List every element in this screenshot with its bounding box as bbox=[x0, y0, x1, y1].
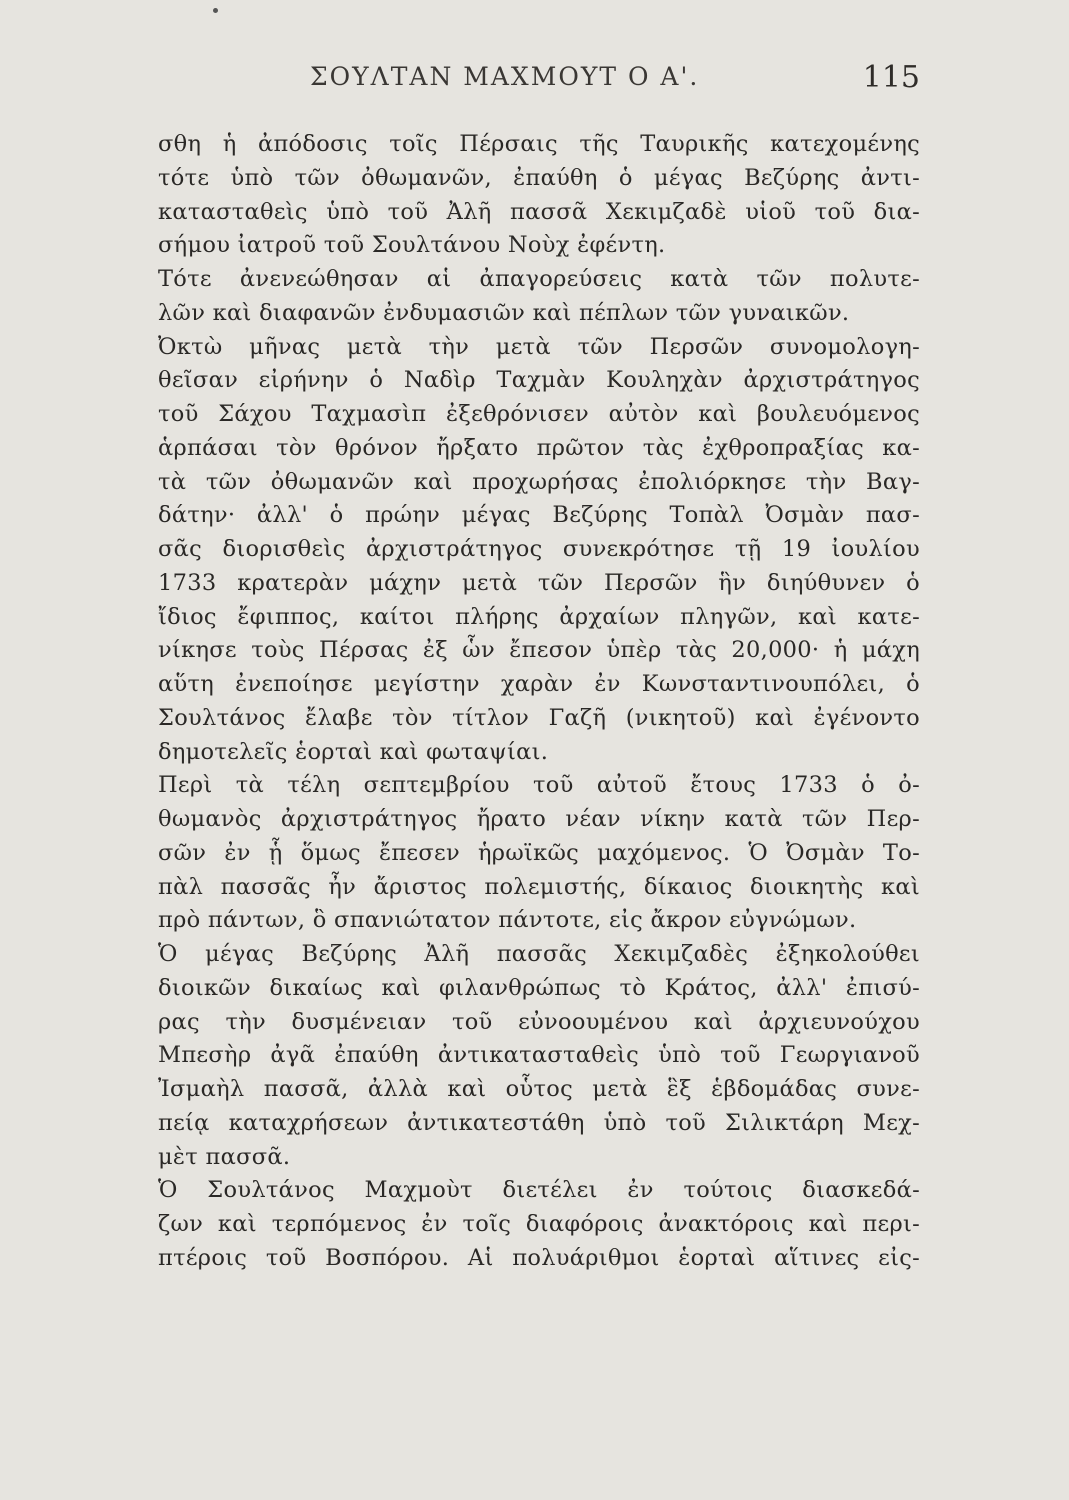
text-line: τότε ὑπὸ τῶν ὀθωμανῶν, ἐπαύθη ὁ μέγας Βεζύρης ἀντι- bbox=[158, 164, 920, 191]
text-line: πρὸ πάντων, ὃ σπανιώτατον πάντοτε, εἰς ἄκρον εὐγνώμων. bbox=[158, 907, 857, 934]
text-line: Ὁ μέγας Βεζύρης Ἀλῆ πασσᾶς Χεκιμζαδὲς ἐξηκολούθει bbox=[158, 941, 920, 967]
text-line: Ὀκτὼ μῆνας μετὰ τὴν μετὰ τῶν Περσῶν συνομολογη- bbox=[158, 333, 920, 360]
text-line: πὰλ πασσᾶς ἦν ἄριστος πολεμιστής, δίκαιος διοικητὴς καὶ bbox=[158, 873, 920, 900]
text-line: ἁρπάσαι τὸν θρόνον ἤρξατο πρῶτον τὰς ἐχθροπραξίας κα- bbox=[158, 434, 920, 461]
text-line: Περὶ τὰ τέλη σεπτεμβρίου τοῦ αὐτοῦ ἔτους 1733 ὁ ὀ- bbox=[158, 772, 920, 799]
text-line: σήμου ἰατροῦ τοῦ Σουλτάνου Νοὺχ ἐφέντη. bbox=[158, 232, 666, 259]
text-line: ρας τὴν δυσμένειαν τοῦ εὐνοουμένου καὶ ἀρχιευνούχου bbox=[158, 1008, 920, 1035]
text-line: αὕτη ἐνεποίησε μεγίστην χαρὰν ἐν Κωνσταντινουπόλει, ὁ bbox=[158, 671, 920, 697]
text-line: 1733 κρατερὰν μάχην μετὰ τῶν Περσῶν ἣν διηύθυνεν ὁ bbox=[158, 569, 920, 596]
text-line: δάτην· ἀλλ' ὁ πρώην μέγας Βεζύρης Τοπὰλ Ὀσμὰν πασ- bbox=[158, 502, 920, 529]
page-number: 115 bbox=[862, 60, 920, 95]
print-speck bbox=[213, 8, 218, 13]
text-line: θωμανὸς ἀρχιστράτηγος ἤρατο νέαν νίκην κατὰ τῶν Περ- bbox=[158, 806, 920, 832]
text-line: Ἰσμαὴλ πασσᾶ, ἀλλὰ καὶ οὗτος μετὰ ἓξ ἑβδομάδας συνε- bbox=[158, 1076, 920, 1102]
text-line: ζων καὶ τερπόμενος ἐν τοῖς διαφόροις ἀνακτόροις καὶ περι- bbox=[158, 1211, 920, 1237]
text-line: δημοτελεῖς ἑορταὶ καὶ φωταψίαι. bbox=[158, 738, 549, 765]
text-line: μὲτ πασσᾶ. bbox=[158, 1143, 291, 1170]
page-header bbox=[150, 62, 920, 102]
text-line: ἴδιος ἔφιππος, καίτοι πλήρης ἀρχαίων πληγῶν, καὶ κατε- bbox=[158, 603, 920, 630]
text-line: θεῖσαν εἰρήνην ὁ Ναδὶρ Ταχμὰν Κουληχὰν ἀρχιστράτηγος bbox=[158, 367, 920, 394]
body-text bbox=[158, 128, 920, 1276]
text-line: λῶν καὶ διαφανῶν ἐνδυμασιῶν καὶ πέπλων τῶν γυναικῶν. bbox=[158, 299, 850, 326]
text-line: κατασταθεὶς ὑπὸ τοῦ Ἀλῆ πασσᾶ Χεκιμζαδὲ υἱοῦ τοῦ δια- bbox=[158, 198, 920, 225]
running-title: ΣΟΥΛΤΑΝ ΜΑΧΜΟΥΤ Ο Α'. bbox=[310, 62, 700, 91]
text-line: σᾶς διορισθεὶς ἀρχιστράτηγος συνεκρότησε τῇ 19 ἰουλίου bbox=[158, 536, 920, 562]
text-line: σῶν ἐν ᾗ ὅμως ἔπεσεν ἡρωϊκῶς μαχόμενος. Ὁ Ὀσμὰν Το- bbox=[158, 839, 920, 866]
text-line: νίκησε τοὺς Πέρσας ἐξ ὧν ἔπεσον ὑπὲρ τὰς 20,000· ἡ μάχη bbox=[158, 637, 920, 664]
text-line: Μπεσὴρ ἀγᾶ ἐπαύθη ἀντικατασταθεὶς ὑπὸ τοῦ Γεωργιανοῦ bbox=[158, 1042, 920, 1069]
text-line: πτέροις τοῦ Βοσπόρου. Αἱ πολυάριθμοι ἑορταὶ αἵτινες εἰς- bbox=[158, 1244, 920, 1271]
text-line: διοικῶν δικαίως καὶ φιλανθρώπως τὸ Κράτος, ἀλλ' ἐπισύ- bbox=[158, 974, 920, 1001]
text-line: πείᾳ καταχρήσεων ἀντικατεστάθη ὑπὸ τοῦ Σιλικτάρη Μεχ- bbox=[158, 1109, 920, 1136]
text-line: τὰ τῶν ὀθωμανῶν καὶ προχωρήσας ἐπολιόρκησε τὴν Βαγ- bbox=[158, 468, 920, 495]
text-line: Ὁ Σουλτάνος Μαχμοὺτ διετέλει ἐν τούτοις διασκεδά- bbox=[158, 1177, 920, 1204]
text-line: Σουλτάνος ἔλαβε τὸν τίτλον Γαζῆ (νικητοῦ) καὶ ἐγένοντο bbox=[158, 704, 920, 731]
text-line: σθη ἡ ἀπόδοσις τοῖς Πέρσαις τῆς Ταυρικῆς κατεχομένης bbox=[158, 131, 920, 157]
text-line: Τότε ἀνενεώθησαν αἱ ἀπαγορεύσεις κατὰ τῶν πολυτε- bbox=[158, 266, 920, 292]
text-line: τοῦ Σάχου Ταχμασὶπ ἐξεθρόνισεν αὐτὸν καὶ βουλευόμενος bbox=[158, 401, 920, 427]
